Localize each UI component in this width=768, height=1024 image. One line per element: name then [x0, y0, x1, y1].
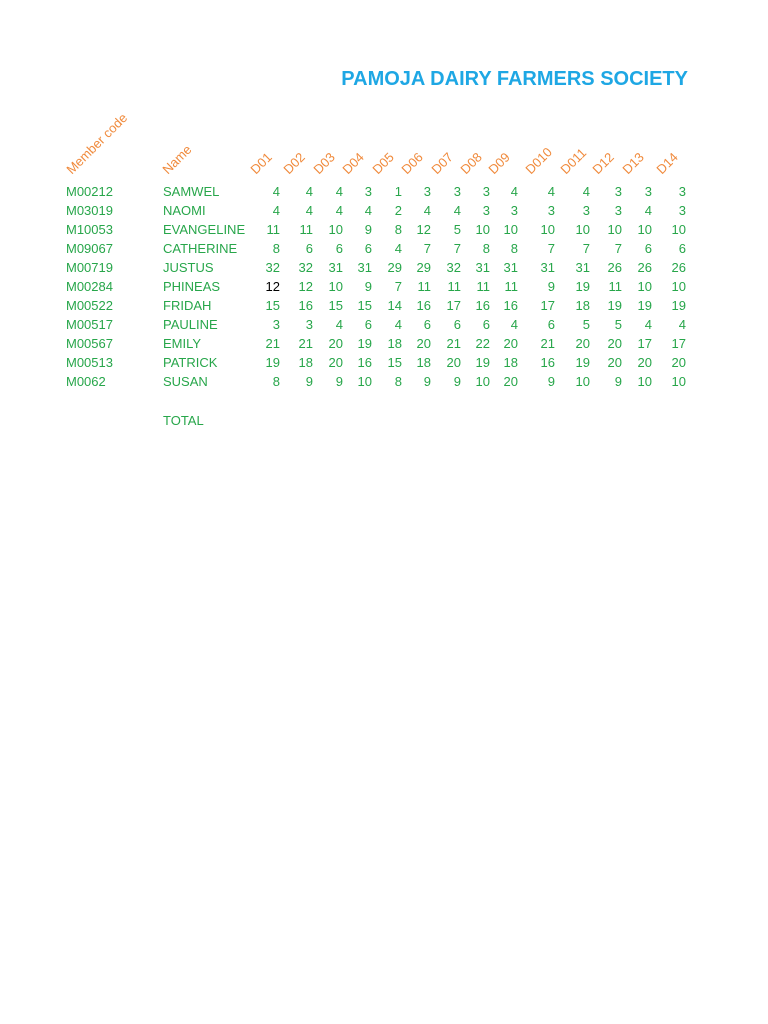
value-cell: 4 [394, 241, 402, 256]
member-code-cell: M00284 [66, 279, 113, 294]
value-cell: 21 [540, 336, 555, 351]
value-cell: 19 [607, 298, 622, 313]
value-cell: 4 [394, 317, 402, 332]
value-cell: 16 [416, 298, 431, 313]
header-member-code: Member code [63, 110, 131, 177]
value-cell: 19 [265, 355, 280, 370]
value-cell: 20 [607, 355, 622, 370]
value-cell: 11 [504, 279, 518, 294]
member-name-cell: PHINEAS [163, 279, 221, 294]
value-cell: 20 [637, 355, 652, 370]
header-day: D010 [522, 144, 555, 177]
header-day: D07 [428, 149, 456, 177]
value-cell: 9 [364, 222, 372, 237]
value-cell: 15 [357, 298, 372, 313]
value-cell: 3 [614, 184, 622, 199]
value-cell: 20 [328, 355, 343, 370]
value-cell: 10 [575, 374, 590, 389]
value-cell: 9 [547, 374, 555, 389]
value-cell: 31 [328, 260, 343, 275]
page-title: PAMOJA DAIRY FARMERS SOCIETY [341, 68, 688, 90]
value-cell: 11 [266, 222, 280, 237]
header-day: D02 [280, 149, 308, 177]
value-cell: 3 [364, 184, 372, 199]
value-cell: 20 [575, 336, 590, 351]
value-cell: 29 [416, 260, 431, 275]
value-cell: 5 [453, 222, 461, 237]
value-cell: 3 [582, 203, 590, 218]
value-cell: 10 [637, 374, 652, 389]
header-day: D08 [457, 149, 485, 177]
value-cell: 32 [446, 260, 461, 275]
value-cell: 16 [503, 298, 518, 313]
value-cell: 10 [671, 222, 686, 237]
value-cell: 20 [503, 336, 518, 351]
value-cell: 18 [503, 355, 518, 370]
value-cell: 4 [272, 184, 280, 199]
value-cell: 6 [482, 317, 490, 332]
value-cell: 4 [335, 184, 343, 199]
value-cell: 20 [503, 374, 518, 389]
value-cell: 10 [575, 222, 590, 237]
value-cell: 17 [446, 298, 461, 313]
value-cell: 3 [678, 203, 686, 218]
value-cell: 4 [510, 184, 518, 199]
value-cell: 3 [614, 203, 622, 218]
value-cell: 2 [394, 203, 402, 218]
value-cell: 5 [582, 317, 590, 332]
value-cell: 8 [272, 374, 280, 389]
value-cell: 10 [475, 222, 490, 237]
value-cell: 20 [607, 336, 622, 351]
value-cell: 26 [607, 260, 622, 275]
header-day: D03 [310, 149, 338, 177]
value-cell: 4 [305, 184, 313, 199]
member-name-cell: EMILY [163, 336, 202, 351]
member-name-cell: NAOMI [163, 203, 206, 218]
value-cell: 3 [644, 184, 652, 199]
value-cell: 8 [482, 241, 490, 256]
value-cell: 6 [335, 241, 343, 256]
value-cell: 4 [644, 317, 652, 332]
value-cell: 7 [614, 241, 622, 256]
value-cell: 3 [305, 317, 313, 332]
value-cell: 19 [637, 298, 652, 313]
value-cell: 4 [335, 203, 343, 218]
header-day: D01 [247, 149, 275, 177]
value-cell: 11 [299, 222, 313, 237]
value-cell: 31 [540, 260, 555, 275]
value-cell: 19 [475, 355, 490, 370]
value-cell: 11 [447, 279, 461, 294]
total-label: TOTAL [163, 413, 204, 428]
member-name-cell: PAULINE [163, 317, 218, 332]
header-day: D12 [589, 149, 617, 177]
value-cell: 16 [357, 355, 372, 370]
value-cell: 10 [607, 222, 622, 237]
value-cell: 7 [582, 241, 590, 256]
value-cell: 12 [265, 279, 280, 294]
value-cell: 7 [423, 241, 431, 256]
value-cell: 9 [335, 374, 343, 389]
member-code-cell: M09067 [66, 241, 113, 256]
value-cell: 12 [298, 279, 313, 294]
value-cell: 20 [416, 336, 431, 351]
value-cell: 21 [265, 336, 280, 351]
value-cell: 32 [298, 260, 313, 275]
value-cell: 21 [298, 336, 313, 351]
value-cell: 1 [394, 184, 402, 199]
value-cell: 11 [417, 279, 431, 294]
value-cell: 18 [298, 355, 313, 370]
member-code-cell: M00522 [66, 298, 113, 313]
value-cell: 10 [357, 374, 372, 389]
member-name-cell: CATHERINE [163, 241, 238, 256]
value-cell: 17 [671, 336, 686, 351]
value-cell: 16 [540, 355, 555, 370]
value-cell: 12 [416, 222, 431, 237]
value-cell: 15 [265, 298, 280, 313]
value-cell: 8 [510, 241, 518, 256]
value-cell: 10 [671, 374, 686, 389]
value-cell: 10 [637, 222, 652, 237]
value-cell: 3 [482, 184, 490, 199]
value-cell: 10 [671, 279, 686, 294]
member-code-cell: M00212 [66, 184, 113, 199]
value-cell: 10 [328, 279, 343, 294]
value-cell: 17 [637, 336, 652, 351]
header-day: D06 [398, 149, 426, 177]
value-cell: 3 [678, 184, 686, 199]
value-cell: 4 [678, 317, 686, 332]
value-cell: 4 [423, 203, 431, 218]
value-cell: 10 [503, 222, 518, 237]
value-cell: 4 [582, 184, 590, 199]
value-cell: 4 [272, 203, 280, 218]
value-cell: 19 [575, 279, 590, 294]
value-cell: 10 [637, 279, 652, 294]
value-cell: 31 [503, 260, 518, 275]
value-cell: 20 [671, 355, 686, 370]
value-cell: 19 [671, 298, 686, 313]
header-day: D011 [557, 145, 590, 177]
value-cell: 15 [387, 355, 402, 370]
value-cell: 20 [328, 336, 343, 351]
value-cell: 6 [453, 317, 461, 332]
value-cell: 9 [305, 374, 313, 389]
value-cell: 10 [475, 374, 490, 389]
value-cell: 15 [328, 298, 343, 313]
value-cell: 16 [298, 298, 313, 313]
header-day: D13 [619, 149, 647, 177]
value-cell: 4 [305, 203, 313, 218]
member-code-cell: M03019 [66, 203, 113, 218]
value-cell: 26 [637, 260, 652, 275]
value-cell: 18 [387, 336, 402, 351]
value-cell: 4 [510, 317, 518, 332]
value-cell: 3 [547, 203, 555, 218]
member-code-cell: M00567 [66, 336, 113, 351]
value-cell: 14 [387, 298, 402, 313]
value-cell: 7 [547, 241, 555, 256]
value-cell: 32 [265, 260, 280, 275]
member-name-cell: SAMWEL [163, 184, 220, 199]
value-cell: 7 [453, 241, 461, 256]
value-cell: 6 [547, 317, 555, 332]
value-cell: 18 [575, 298, 590, 313]
value-cell: 17 [540, 298, 555, 313]
value-cell: 8 [272, 241, 280, 256]
value-cell: 8 [394, 222, 402, 237]
value-cell: 9 [364, 279, 372, 294]
value-cell: 4 [364, 203, 372, 218]
value-cell: 11 [608, 279, 622, 294]
value-cell: 11 [476, 279, 490, 294]
value-cell: 9 [614, 374, 622, 389]
value-cell: 9 [453, 374, 461, 389]
member-code-cell: M0062 [66, 374, 106, 389]
value-cell: 4 [547, 184, 555, 199]
value-cell: 21 [446, 336, 461, 351]
value-cell: 18 [416, 355, 431, 370]
value-cell: 6 [644, 241, 652, 256]
value-cell: 8 [394, 374, 402, 389]
member-name-cell: SUSAN [163, 374, 208, 389]
value-cell: 3 [423, 184, 431, 199]
value-cell: 10 [540, 222, 555, 237]
value-cell: 10 [328, 222, 343, 237]
member-name-cell: JUSTUS [163, 260, 214, 275]
member-code-cell: M00513 [66, 355, 113, 370]
value-cell: 3 [482, 203, 490, 218]
member-code-cell: M00517 [66, 317, 113, 332]
header-day: D14 [653, 149, 681, 177]
header-day: D05 [369, 149, 397, 177]
value-cell: 4 [644, 203, 652, 218]
value-cell: 16 [475, 298, 490, 313]
value-cell: 6 [364, 317, 372, 332]
value-cell: 4 [453, 203, 461, 218]
value-cell: 9 [547, 279, 555, 294]
value-cell: 31 [575, 260, 590, 275]
value-cell: 5 [614, 317, 622, 332]
value-cell: 6 [423, 317, 431, 332]
value-cell: 20 [446, 355, 461, 370]
value-cell: 19 [575, 355, 590, 370]
value-cell: 31 [475, 260, 490, 275]
value-cell: 3 [510, 203, 518, 218]
member-name-cell: EVANGELINE [163, 222, 246, 237]
value-cell: 7 [394, 279, 402, 294]
value-cell: 31 [357, 260, 372, 275]
value-cell: 6 [364, 241, 372, 256]
member-name-cell: PATRICK [163, 355, 218, 370]
value-cell: 3 [453, 184, 461, 199]
header-day: D09 [485, 149, 513, 177]
member-code-cell: M00719 [66, 260, 113, 275]
header-day: D04 [339, 149, 367, 177]
header-name: Name [159, 141, 195, 177]
value-cell: 19 [357, 336, 372, 351]
value-cell: 3 [272, 317, 280, 332]
value-cell: 6 [678, 241, 686, 256]
member-code-cell: M10053 [66, 222, 113, 237]
value-cell: 26 [671, 260, 686, 275]
value-cell: 9 [423, 374, 431, 389]
value-cell: 4 [335, 317, 343, 332]
value-cell: 22 [475, 336, 490, 351]
value-cell: 6 [305, 241, 313, 256]
value-cell: 29 [387, 260, 402, 275]
member-name-cell: FRIDAH [163, 298, 212, 313]
